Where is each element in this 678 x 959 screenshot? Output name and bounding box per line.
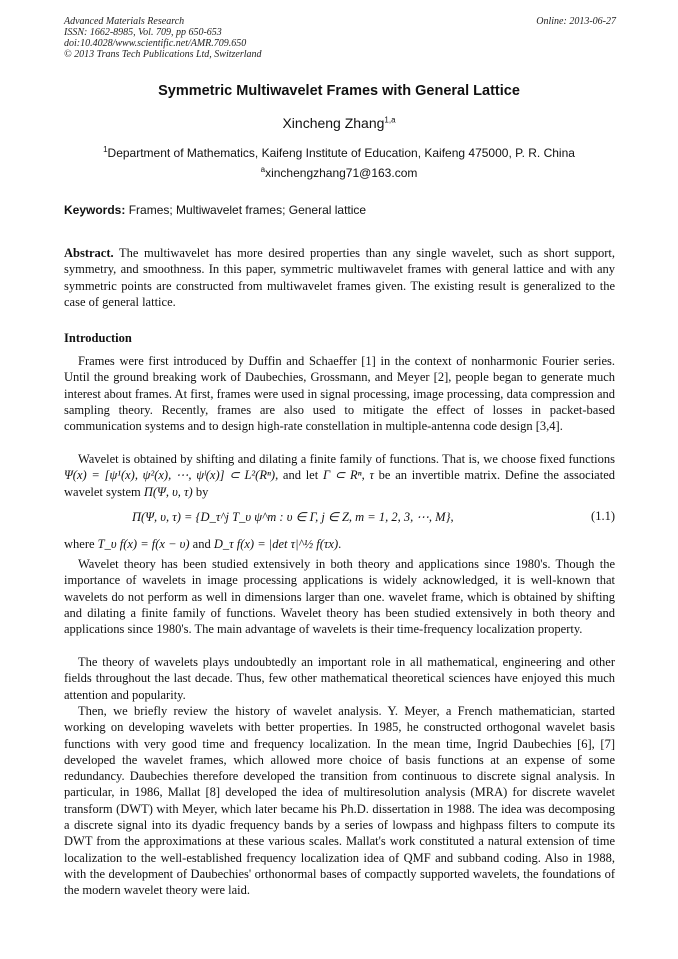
where-text-b: and xyxy=(189,537,214,551)
issn-line: ISSN: 1662-8985, Vol. 709, pp 650-653 xyxy=(64,27,222,38)
online-date: Online: 2013-06-27 xyxy=(536,16,616,27)
formula-psi: Ψ(x) = [ψ¹(x), ψ²(x), ⋯, ψˡ(x)] ⊂ L²(Rⁿ) xyxy=(64,468,276,483)
formula-translation: T_υ f(x) = f(x − υ) xyxy=(97,537,190,551)
formula-gamma: Γ ⊂ Rⁿ, τ xyxy=(322,468,374,483)
journal-header xyxy=(64,16,616,60)
abstract-paragraph xyxy=(64,245,615,310)
keywords-label: Keywords: xyxy=(64,203,126,217)
keywords-line xyxy=(64,203,366,217)
abstract-label: Abstract. xyxy=(64,246,114,260)
intro-paragraph-5: Then, we briefly review the history of wavelet analysis. Y. Meyer, a French mathematician, started working on developing wavelets with better properties. In 1985, he constructed orthogonal wavelet basis functions with very good time and frequency localization. In the mean time, Ingrid Daubechies [6], [7] developed the wavelet frames, which allowed more choice of basis functions at an expense of some redundancy. Daubechies therefore developed the transition from continuous to discrete signal analysis. In particular, in 1986, Mallat [8] developed the idea of multiresolution analysis (MRA) for discrete wavelet transform (DWT) with Meyer, which later became his Ph.D. dissertation in 1988. The idea was decomposing a discrete signal into its dyadic frequency bands by a series of lowpass and highpass filters to compute its DWT from the approximations at these various scales. Mallat's work constituted a natural extension of time localization to the well-established frequency localization idea of QMF and subband coding. Also in 1988, with the development of Daubechies' orthonormal bases of compactly supported wavelets, the foundations of the modern wavelet theory were laid. xyxy=(64,704,615,898)
affiliation-text: Department of Mathematics, Kaifeng Institute of Education, Kaifeng 475000, P. R. China xyxy=(107,146,575,160)
p2-text-c: be an invertible matrix. Define the associated wavelet system xyxy=(64,468,616,499)
p2-text-b: , and let xyxy=(275,468,323,483)
email-text[interactable]: xinchengzhang71@163.com xyxy=(265,166,418,180)
where-line xyxy=(64,536,615,552)
intro-paragraph-3: Wavelet theory has been studied extensively in both theory and applications since 1980's. Though the importance of wavelets in image processing applications is widely acknowledged, it is well-known that wavelets do not perform as well in dimensions larger than one. wavelet frame, which is obtained by shifting and dilating a finite family of functions. Wavelet theory has been studied extensively in both theory and applications since 1980's. The main advantage of wavelets is their time-frequency localization property. xyxy=(64,557,615,637)
author-sup: 1,a xyxy=(384,115,396,125)
intro-paragraph-2 xyxy=(64,451,615,500)
copyright-line: © 2013 Trans Tech Publications Ltd, Switzerland xyxy=(64,49,262,60)
abstract-text: The multiwavelet has more desired properties than any single wavelet, such as short support, symmetry, and smoothness. In this paper, symmetric multiwavelet frames with general lattice and with any symmetric points are constructed from multiwavelet frames given. The existing result is generalized to the case of general lattice. xyxy=(64,246,615,309)
affiliation-line xyxy=(0,146,678,160)
formula-dilation: D_τ f(x) = |det τ|^½ f(τx) xyxy=(213,537,339,551)
intro-paragraph-4: The theory of wavelets plays undoubtedly an important role in all mathematical, engineering and other fields throughout the last decade. Thus, few other mathematical theoretical sciences have enjoyed this much attention and popularity. xyxy=(64,655,615,702)
intro-paragraph-1: Frames were first introduced by Duffin and Schaeffer [1] in the context of nonharmonic Fourier series. Until the ground breaking work of Daubechies, Grossmann, and Meyer [2], people began to generate much interest about frames. At first, frames were used in signal processing, image processing, data compression and sampling theory. Recently, frames are also used to mitigate the effect of losses in packet-based communication systems and to design high-rate constellation in multiple-antenna code design [3,4]. xyxy=(64,354,615,434)
author-name: Xincheng Zhang xyxy=(282,115,385,131)
equation-number: (1.1) xyxy=(591,509,615,523)
author-line xyxy=(0,115,678,131)
affiliation-sup: 1 xyxy=(103,145,108,154)
paper-title: Symmetric Multiwavelet Frames with General Lattice xyxy=(158,83,520,99)
p2-text-d: by xyxy=(192,484,209,499)
section-heading-introduction: Introduction xyxy=(64,331,132,345)
keywords-text: Frames; Multiwavelet frames; General lattice xyxy=(125,203,367,217)
email-line xyxy=(0,166,678,180)
where-text-a: where xyxy=(64,537,98,551)
p2-text-a: Wavelet is obtained by shifting and dilating a finite family of functions. That is, we choose fixed functions xyxy=(78,452,615,466)
doi-line: doi:10.4028/www.scientific.net/AMR.709.650 xyxy=(64,38,247,49)
where-text-c: . xyxy=(338,537,342,551)
journal-name: Advanced Materials Research xyxy=(64,16,185,27)
email-sup: a xyxy=(260,165,266,174)
equation-formula: Π(Ψ, υ, τ) = {D_τ^j T_υ ψ^m : υ ∈ Γ, j ∈ Z, m = 1, 2, 3, ⋯, M}, xyxy=(132,510,454,524)
equation-1-1 xyxy=(64,509,615,527)
formula-pi: Π(Ψ, υ, τ) xyxy=(143,484,193,499)
